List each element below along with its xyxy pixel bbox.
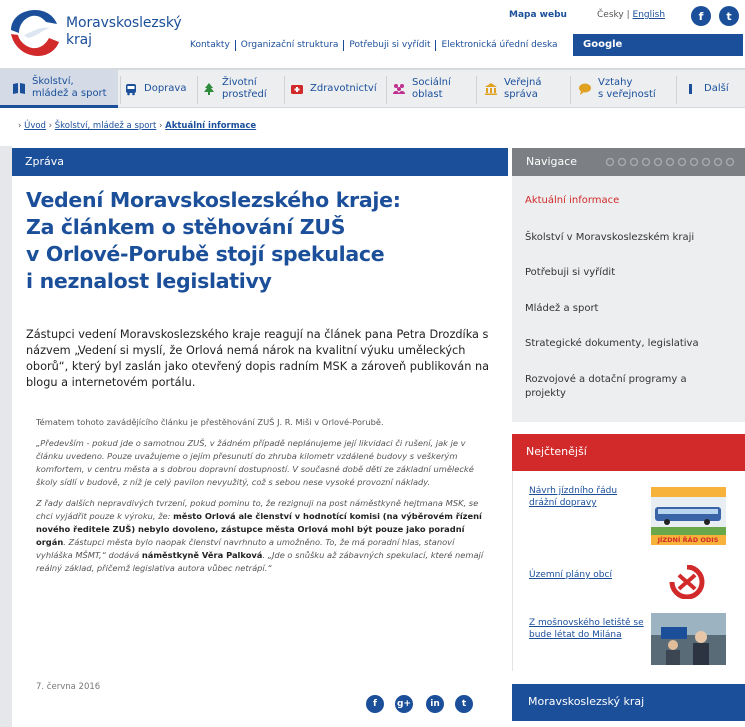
lang-czech-link[interactable]: Česky xyxy=(597,10,624,20)
lang-separator: | xyxy=(626,10,630,20)
nav-item-zivotni-prostredi[interactable] xyxy=(202,70,284,108)
left-background-stripe xyxy=(0,146,12,727)
medical-icon xyxy=(290,82,304,96)
twitter-icon[interactable]: t xyxy=(719,6,739,26)
most-read-item[interactable]: Návrh jízdního řádu drážní dopravy xyxy=(529,486,618,508)
nav-label: oblast xyxy=(412,89,443,100)
nav-item-doprava[interactable] xyxy=(124,70,196,108)
article-paragraph: Tématem tohoto zavádějícího článku je přestěhování ZUŠ J. R. Miši v Orlové-Porubě. xyxy=(36,417,384,427)
book-icon xyxy=(12,81,26,95)
breadcrumb-arrow: › xyxy=(18,121,22,131)
nav-item-vztahy[interactable] xyxy=(578,70,674,108)
article-paragraph: „Především - pokud jde o samotnou ZUŠ, v žádném případě neplánujeme její likvidaci či rušení, jak je v článku uvedeno. Pouze uvažujeme o jejím přesunutí do zhruba kilometr vzdálené budovy s veškerým komfortem, v centru města a s dobrou dopravní dostupností. V současné době děti ze základní umělecké školy sídlí v budově, z níž je celý pavilon nevyužitý, což s sebou nese vysoké provozní náklady. xyxy=(36,438,474,487)
article-paragraph: Z řady dalších nepravdivých tvrzení, pokud pominu to, že rezignuji na post náměstkyně hejtmana MSK, se chci vyjádřit pouze k výroku, že: město Orlová ale členství v hodnotící komisi (na výběrovém řízení nového ředitele ZUŠ) nebylo dovoleno, zástupce města Orlová mohl být pouze jako poradní orgán. Zástupci města bylo naopak členství navrhnuto a umožněno. To, že má poradní hlas, stanoví vyhláška MŠMT,“ dodává náměstkyně Věra Palková. „Jde o snůšku až zábavných spekulací, které nemají reálný základ, přičemž legislativa autora vůbec netrápí.“ xyxy=(36,498,484,573)
most-read-item[interactable]: Z mošnovského letiště se bude létat do Milána xyxy=(529,618,644,640)
nav-item-dalsi[interactable] xyxy=(684,70,744,108)
sidebar-nav-title: Navigace xyxy=(512,148,745,176)
nav-label: Doprava xyxy=(144,83,187,94)
sidebar-item-rozvojove[interactable]: Rozvojové a dotační programy a projekty xyxy=(525,374,687,399)
logo-text-line2: kraj xyxy=(66,32,92,48)
menu-icon xyxy=(684,82,698,96)
building-icon xyxy=(484,82,498,96)
share-googleplus-icon[interactable]: g+ xyxy=(395,695,413,713)
top-link-uredni-deska[interactable]: Elektronická úřední deska xyxy=(435,40,562,51)
people-icon xyxy=(392,82,406,96)
most-read-list xyxy=(512,471,745,671)
bus-icon xyxy=(124,82,138,96)
breadcrumb-uvod[interactable]: Úvod xyxy=(24,121,46,131)
nav-label: Zdravotnictví xyxy=(310,83,377,94)
nav-label: mládež a sport xyxy=(32,87,107,99)
title-line: Za článkem o stěhování ZUŠ xyxy=(26,215,346,239)
section-label: Zpráva xyxy=(12,148,508,176)
speech-icon xyxy=(578,82,592,96)
sitemap-link[interactable]: Mapa webu xyxy=(509,10,567,20)
nav-item-verejna-sprava[interactable] xyxy=(484,70,566,108)
main-nav xyxy=(0,68,745,108)
nav-label: Sociální xyxy=(412,77,451,88)
sidebar-item-strategicke[interactable]: Strategické dokumenty, legislativa xyxy=(525,338,699,349)
airport-photo-thumbnail[interactable] xyxy=(651,613,726,665)
nav-item-skolstvi[interactable] xyxy=(0,70,118,108)
breadcrumb-arrow: › xyxy=(159,121,163,131)
top-link-org-structure[interactable]: Organizační struktura xyxy=(235,40,344,51)
msk-section-title: Moravskoslezský kraj xyxy=(512,684,745,721)
most-read-title: Nejčtenější xyxy=(512,434,745,471)
logo-emblem-icon xyxy=(8,8,62,58)
article xyxy=(12,176,508,727)
breadcrumb-skolstvi[interactable]: Školství, mládež a sport xyxy=(54,121,157,131)
sidebar-nav xyxy=(512,176,745,422)
top-links xyxy=(185,40,563,51)
title-line: i neznalost legislativy xyxy=(26,269,272,293)
nav-label: správa xyxy=(504,89,538,100)
nav-item-socialni-oblast[interactable] xyxy=(392,70,474,108)
top-link-potrebuji[interactable]: Potřebuji si vyřídit xyxy=(343,40,435,51)
share-linkedin-icon[interactable]: in xyxy=(426,695,444,713)
sidebar-item-mladez[interactable]: Mládež a sport xyxy=(525,303,599,314)
article-title xyxy=(26,187,496,295)
lang-english-link[interactable]: English xyxy=(632,10,666,20)
facebook-icon[interactable]: f xyxy=(691,6,711,26)
sidebar-item-potrebuji[interactable]: Potřebuji si vyřídit xyxy=(525,267,616,278)
tree-icon xyxy=(202,82,216,96)
article-perex: Zástupci vedení Moravskoslezského kraje reagují na článek pana Petra Drozdíka s názvem „Vedení si myslí, že Orlová nemá nárok na kvalitní výuku uměleckých oborů“, který byl zaslán jako otevřený dopis radním MSK a zároveň publikován na blogu a internetovém portálu. xyxy=(26,328,490,389)
breadcrumb xyxy=(18,121,256,131)
decorative-pattern-icon xyxy=(604,157,738,167)
share-facebook-icon[interactable]: f xyxy=(366,695,384,713)
nav-item-zdravotnictvi[interactable] xyxy=(290,70,386,108)
article-body xyxy=(36,416,488,583)
uzemni-plany-logo-icon[interactable] xyxy=(667,565,707,599)
nav-label: Životní xyxy=(222,77,257,88)
logo[interactable] xyxy=(8,8,182,60)
share-twitter-icon[interactable]: t xyxy=(455,695,473,713)
nav-label: Školství, xyxy=(32,75,74,87)
nav-label: Veřejná xyxy=(504,77,542,88)
nav-label: s veřejností xyxy=(598,89,656,100)
top-link-kontakty[interactable]: Kontakty xyxy=(190,40,230,50)
logo-text-line1: Moravskoslezský xyxy=(66,15,182,31)
nav-label: prostředí xyxy=(222,89,267,100)
title-line: v Orlové-Porubě stojí spekulace xyxy=(26,242,385,266)
nav-label: Vztahy xyxy=(598,77,633,88)
language-switch xyxy=(597,10,665,20)
thumbnail-caption: JÍZDNÍ ŘÁD ODIS xyxy=(657,536,719,544)
nav-label: Další xyxy=(704,83,729,94)
most-read-item[interactable]: Územní plány obcí xyxy=(529,570,612,580)
bus-photo-thumbnail[interactable] xyxy=(651,487,726,545)
breadcrumb-arrow: › xyxy=(48,121,53,131)
breadcrumb-current[interactable]: Aktuální informace xyxy=(165,121,257,131)
google-search-box[interactable]: Google xyxy=(573,34,743,56)
sidebar-item-aktualni[interactable]: Aktuální informace xyxy=(525,195,620,206)
title-line: Vedení Moravskoslezského kraje: xyxy=(26,188,401,212)
article-date: 7. června 2016 xyxy=(36,682,101,692)
sidebar-item-skolstvi[interactable]: Školství v Moravskoslezském kraji xyxy=(525,232,695,243)
